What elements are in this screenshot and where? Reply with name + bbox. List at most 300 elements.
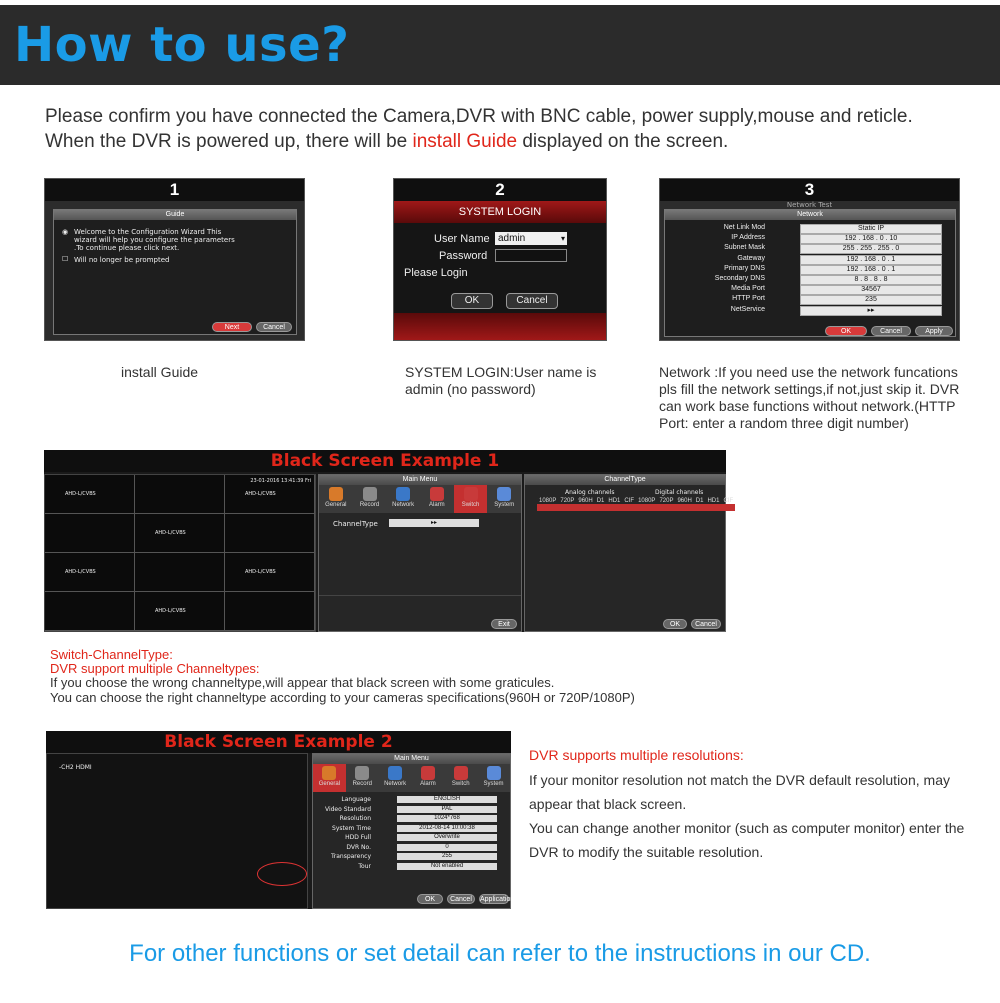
channeltype-cell (657, 546, 675, 553)
channeltype-cell (537, 553, 558, 560)
camera-cell[interactable] (225, 553, 315, 592)
channeltype-cell (622, 574, 636, 581)
setting-value[interactable]: 1024*768 (397, 815, 497, 822)
application-button[interactable]: Application (480, 896, 515, 903)
checkbox-label: Will no longer be prompted (74, 256, 170, 264)
channeltype-cell (694, 511, 706, 518)
intro-line-2 (45, 131, 728, 153)
channeltype-cell (622, 546, 636, 553)
channeltype-cell (576, 532, 594, 539)
channeltype-cell (576, 567, 594, 574)
network-row-label: Media Port (731, 285, 765, 293)
alarm-icon (421, 766, 435, 780)
tab-system[interactable] (477, 764, 510, 792)
step-2-panel (393, 178, 607, 341)
channeltype-cell (694, 560, 706, 567)
channeltype-cell (721, 518, 735, 525)
channeltype-row[interactable] (537, 560, 735, 567)
channeltype-cell (636, 532, 657, 539)
channeltype-cell (705, 546, 721, 553)
switch-icon (464, 487, 478, 501)
tab-label: Record (359, 502, 380, 508)
network-icon (388, 766, 402, 780)
channeltype-cell (705, 504, 721, 511)
channeltype-header: CIF (723, 497, 734, 504)
user-name-select[interactable] (495, 232, 567, 245)
channeltype-table (537, 497, 735, 588)
channeltype-cell (657, 567, 675, 574)
channeltype-cell (595, 525, 607, 532)
network-row (670, 244, 940, 254)
network-row-label: Net Link Mod (723, 224, 765, 231)
divider (319, 595, 521, 596)
network-row-value[interactable]: 192 . 168 . 0 . 1 (800, 265, 942, 275)
channeltype-cell (675, 581, 693, 588)
tab-label: Switch (461, 502, 480, 508)
user-name-value: admin (498, 233, 526, 244)
login-title: SYSTEM LOGIN (394, 201, 606, 223)
system-icon (497, 487, 511, 501)
menu-title: Main Menu (313, 754, 510, 764)
channeltype-cell (705, 525, 721, 532)
channeltype-cell (606, 504, 622, 511)
switch-icon (454, 766, 468, 780)
setting-label: DVR No. (346, 843, 371, 851)
example-2-panel (46, 731, 515, 909)
channeltype-row[interactable] (537, 546, 735, 553)
tab-network[interactable] (379, 764, 412, 792)
tab-label: Alarm (420, 781, 436, 787)
channeltype-cell (537, 560, 558, 567)
channeltype-cell (705, 574, 721, 581)
channeltype-cell (657, 504, 675, 511)
channeltype-cell (537, 567, 558, 574)
channeltype-cell (636, 581, 657, 588)
channeltype-cell (576, 581, 594, 588)
channeltype-cell (606, 567, 622, 574)
channeltype-row[interactable] (537, 567, 735, 574)
login-footer-bar (394, 313, 606, 340)
channeltype-cell (694, 504, 706, 511)
tab-label: Network (392, 502, 415, 508)
channeltype-row[interactable] (537, 581, 735, 588)
channeltype-header: D1 (695, 497, 704, 504)
channeltype-cell (606, 532, 622, 539)
digital-channels-label: Digital channels (655, 489, 704, 496)
camera-cell-label: AHD-L/CVBS (155, 608, 186, 614)
channeltype-cell (675, 567, 693, 574)
channeltype-cell (558, 567, 576, 574)
user-name-label: User Name (434, 233, 490, 245)
network-row-value[interactable]: 34567 (800, 285, 942, 295)
channeltype-cell (721, 504, 735, 511)
channeltype-cell (657, 560, 675, 567)
channeltype-cell (694, 518, 706, 525)
step-3-caption: Network :If you need use the network funcations pls fill the network settings,if not,just skip it. DVR can work base functions without network.(HTTP Port: enter a random three digit number) (659, 364, 960, 431)
cancel-button[interactable]: Cancel (871, 326, 911, 336)
channeltype-cell (694, 546, 706, 553)
channeltype-cell (537, 525, 558, 532)
channeltype-cell (705, 567, 721, 574)
radio-icon: ◉ (62, 228, 69, 236)
dialog-title: Guide (54, 210, 296, 220)
camera-cell[interactable] (225, 475, 315, 514)
channeltype-cell (595, 539, 607, 546)
network-row-value[interactable]: 255 . 255 . 255 . 0 (800, 244, 942, 254)
channeltype-cell (595, 581, 607, 588)
cancel-button[interactable]: Cancel (256, 322, 292, 332)
next-button[interactable]: Next (212, 322, 252, 332)
channeltype-cell (675, 560, 693, 567)
channeltype-cell (636, 567, 657, 574)
channeltype-table-wrap (537, 497, 735, 588)
step-number: 3 (660, 179, 959, 201)
channeltype-cell (558, 511, 576, 518)
black-screen (46, 753, 308, 909)
channeltype-cell (595, 546, 607, 553)
highlight-circle (257, 862, 307, 886)
cancel-button[interactable]: Cancel (506, 293, 558, 309)
channeltype-cell (622, 553, 636, 560)
network-row-label: Primary DNS (724, 264, 765, 272)
footer-note: For other functions or set detail can refer to the instructions in our CD. (129, 940, 871, 967)
step-number: 1 (45, 179, 304, 201)
tab-system[interactable] (487, 485, 521, 513)
channeltype-cell (694, 553, 706, 560)
channeltype-cell (576, 511, 594, 518)
channeltype-cell (606, 518, 622, 525)
intro-line-1: Please confirm you have connected the Camera,DVR with BNC cable, power supply,mouse and reticle. (45, 106, 913, 127)
channeltype-cell (675, 504, 693, 511)
channeltype-cell (721, 567, 735, 574)
network-row (670, 285, 940, 295)
channeltype-cell (636, 546, 657, 553)
channeltype-cell (705, 518, 721, 525)
channeltype-row[interactable] (537, 511, 735, 518)
channeltype-cell (657, 518, 675, 525)
channeltype-cell (657, 581, 675, 588)
setting-value[interactable]: ENGLISH (397, 796, 497, 803)
channeltype-header: 960H (578, 497, 593, 504)
menu-tabs (319, 485, 521, 513)
channeltype-cell (622, 539, 636, 546)
channeltype-cell (705, 581, 721, 588)
tab-switch[interactable] (454, 485, 488, 513)
general-icon (322, 766, 336, 780)
channeltype-cell (576, 560, 594, 567)
network-dialog (664, 209, 956, 337)
general-icon (329, 487, 343, 501)
channeltype-cell (636, 504, 657, 511)
channeltype-header-row (537, 497, 735, 504)
tab-record[interactable] (346, 764, 379, 792)
setting-label: HDD Full (345, 834, 371, 841)
channeltype-header: D1 (596, 497, 605, 504)
setting-value[interactable]: 0 (397, 844, 497, 851)
channeltype-cell (694, 532, 706, 539)
channeltype-select[interactable]: ▸▸ (389, 519, 479, 527)
step-3-panel (659, 178, 960, 341)
channeltype-row[interactable] (537, 504, 735, 511)
camera-cell[interactable] (45, 592, 135, 631)
network-row-value[interactable]: ▸▸ (800, 306, 942, 316)
channeltype-cell (721, 581, 735, 588)
channeltype-cell (595, 504, 607, 511)
channeltype-cell (537, 518, 558, 525)
channeltype-row[interactable] (537, 525, 735, 532)
channeltype-cell (595, 553, 607, 560)
network-row (670, 255, 940, 265)
channeltype-cell (694, 581, 706, 588)
channeltype-header: 1080P (539, 497, 557, 504)
tab-general[interactable] (319, 485, 353, 513)
step-1-panel (44, 178, 305, 341)
main-menu-window (312, 753, 515, 909)
channeltype-header: 720P (659, 497, 674, 504)
channeltype-cell (675, 532, 693, 539)
network-row-label: NetService (730, 305, 765, 313)
camera-cell-label: AHD-L/CVBS (245, 491, 276, 497)
channeltype-cell (595, 574, 607, 581)
channeltype-cell (622, 518, 636, 525)
setting-value[interactable]: Not enabled (397, 863, 497, 870)
camera-cell-label: AHD-L/CVBS (65, 491, 96, 497)
camera-cell-label: AHD-L/CVBS (245, 569, 276, 575)
channeltype-cell (636, 539, 657, 546)
channeltype-cell (595, 518, 607, 525)
tab-label: General (318, 781, 341, 787)
network-row-label: HTTP Port (732, 295, 765, 303)
record-icon (363, 487, 377, 501)
camera-cell[interactable] (45, 475, 135, 514)
please-login-text: Please Login (404, 267, 468, 279)
welcome-text: Welcome to the Configuration Wizard This wizard will help you configure the parameters .To continue please click next. (74, 228, 235, 252)
channeltype-cell (558, 504, 576, 511)
tab-label: System (494, 502, 515, 508)
camera-cell[interactable] (135, 514, 225, 553)
channeltype-cell (721, 574, 735, 581)
network-row (670, 234, 940, 244)
setting-value[interactable]: 255 (397, 853, 497, 860)
channeltype-cell (622, 525, 636, 532)
channeltype-label: ChannelType (333, 520, 378, 528)
cancel-button[interactable]: Cancel (691, 619, 721, 629)
camera-cell[interactable] (45, 514, 135, 553)
screen-label: -CH2 HDMI (59, 764, 92, 771)
camera-cell[interactable] (135, 475, 225, 514)
channeltype-cell (636, 511, 657, 518)
channeltype-cell (606, 560, 622, 567)
tab-label: Switch (451, 781, 470, 787)
setting-label: Tour (358, 862, 371, 870)
network-row-value[interactable]: Static IP (800, 224, 942, 234)
channeltype-cell (636, 525, 657, 532)
channeltype-cell (558, 581, 576, 588)
network-row-value[interactable]: 192 . 168 . 0 . 10 (800, 234, 942, 244)
tab-label: System (483, 781, 504, 787)
channeltype-cell (576, 525, 594, 532)
ok-button[interactable]: OK (825, 326, 867, 336)
channeltype-cell (576, 539, 594, 546)
channeltype-cell (606, 511, 622, 518)
channeltype-cell (606, 525, 622, 532)
channeltype-cell (606, 546, 622, 553)
channeltype-cell (622, 567, 636, 574)
channeltype-header: 1080P (638, 497, 656, 504)
network-row (670, 275, 940, 285)
network-row-value[interactable]: 8 . 8 . 8 . 8 (800, 275, 942, 285)
channeltype-cell (657, 511, 675, 518)
setting-label: System Time (332, 824, 371, 832)
channeltype-cell (721, 546, 735, 553)
dialog-title: Network (665, 210, 955, 220)
channeltype-cell (558, 553, 576, 560)
example-1-red-2: DVR support multiple Channeltypes: (50, 661, 260, 676)
cancel-button[interactable]: Cancel (447, 894, 475, 904)
channeltype-cell (606, 539, 622, 546)
channeltype-cell (537, 546, 558, 553)
channeltype-cell (721, 553, 735, 560)
channeltype-cell (606, 581, 622, 588)
example-2-title: DVR supports multiple resolutions: (529, 747, 744, 763)
channeltype-row[interactable] (537, 553, 735, 560)
tab-alarm[interactable] (420, 485, 454, 513)
channeltype-cell (657, 553, 675, 560)
channeltype-cell (558, 560, 576, 567)
channeltype-cell (675, 553, 693, 560)
apply-button[interactable]: Apply (915, 326, 953, 336)
channeltype-cell (595, 567, 607, 574)
channeltype-cell (721, 539, 735, 546)
channeltype-window (524, 474, 734, 632)
login-body (394, 223, 606, 313)
channeltype-cell (558, 532, 576, 539)
channeltype-cell (705, 532, 721, 539)
channeltype-cell (675, 546, 693, 553)
setting-value[interactable]: PAL (397, 806, 497, 813)
channeltype-cell (537, 581, 558, 588)
channeltype-cell (721, 560, 735, 567)
channeltype-cell (694, 574, 706, 581)
channeltype-header: 960H (677, 497, 692, 504)
analog-channels-label: Analog channels (565, 489, 615, 496)
channeltype-cell (622, 581, 636, 588)
exit-button[interactable]: Exit (491, 619, 517, 629)
tab-alarm[interactable] (411, 764, 444, 792)
channeltype-cell (576, 574, 594, 581)
tab-switch[interactable] (444, 764, 477, 792)
channeltype-cell (636, 574, 657, 581)
example-2-text-2: You can change another monitor (such as computer monitor) enter the DVR to modify the suitable resolution. (529, 820, 965, 860)
channeltype-cell (622, 532, 636, 539)
channeltype-cell (675, 574, 693, 581)
channeltype-cell (622, 560, 636, 567)
channeltype-header: HD1 (707, 497, 720, 504)
channeltype-row[interactable] (537, 518, 735, 525)
setting-value[interactable]: Overwrite (397, 834, 497, 841)
channeltype-cell (595, 511, 607, 518)
channeltype-cell (558, 539, 576, 546)
ok-button[interactable]: OK (663, 619, 687, 629)
tab-record[interactable] (353, 485, 387, 513)
tab-network[interactable] (386, 485, 420, 513)
camera-cell[interactable] (225, 514, 315, 553)
channeltype-cell (657, 574, 675, 581)
main-menu-window (318, 474, 522, 632)
ok-button[interactable]: OK (417, 894, 443, 904)
channeltype-cell (721, 525, 735, 532)
header-bar (0, 5, 1000, 85)
channeltype-cell (576, 553, 594, 560)
camera-cell[interactable] (135, 553, 225, 592)
tab-label: General (325, 502, 347, 508)
camera-cell-label: AHD-L/CVBS (155, 530, 186, 536)
checkbox-icon[interactable]: ☐ (62, 255, 69, 263)
channeltype-cell (595, 560, 607, 567)
channeltype-cell (622, 504, 636, 511)
tab-label: Record (352, 781, 372, 787)
password-input[interactable] (495, 249, 567, 262)
alarm-icon (430, 487, 444, 501)
channeltype-cell (558, 574, 576, 581)
channeltype-cell (657, 539, 675, 546)
channeltype-cell (537, 504, 558, 511)
example-2-text-1: If your monitor resolution not match the DVR default resolution, may appear that black screen. (529, 772, 950, 812)
setting-label: Transparency (330, 853, 371, 860)
channeltype-row[interactable] (537, 539, 735, 546)
network-row-label: Secondary DNS (714, 275, 765, 282)
network-row-value[interactable]: 192 . 168 . 0 . 1 (800, 255, 942, 265)
example-1-text-1: If you choose the wrong channeltype,will appear that black screen with some graticules. (50, 675, 555, 690)
channeltype-cell (705, 511, 721, 518)
channeltype-row[interactable] (537, 574, 735, 581)
network-row-label: Gateway (737, 254, 765, 262)
channeltype-cell (636, 553, 657, 560)
channeltype-cell (537, 539, 558, 546)
network-row (670, 306, 940, 316)
channeltype-cell (694, 567, 706, 574)
network-icon (396, 487, 410, 501)
menu-title: Main Menu (319, 475, 521, 485)
tab-general[interactable] (313, 764, 346, 792)
channeltype-cell (721, 532, 735, 539)
channeltype-cell (721, 511, 735, 518)
channeltype-cell (622, 511, 636, 518)
channeltype-header: CIF (624, 497, 635, 504)
network-row-value[interactable]: 235 (800, 295, 942, 305)
setting-value[interactable]: 2012-08-14 10:00:38 (397, 825, 497, 832)
window-title: Network Test (786, 201, 833, 209)
channeltype-cell (675, 539, 693, 546)
channeltype-cell (576, 504, 594, 511)
timestamp: 23-01-2016 13:41:39 Fri (250, 478, 311, 484)
ok-button[interactable]: OK (451, 293, 493, 309)
camera-cell[interactable] (45, 553, 135, 592)
chevron-down-icon: ▾ (560, 234, 565, 243)
channeltype-cell (576, 518, 594, 525)
channeltype-cell (537, 511, 558, 518)
example-2-banner: Black Screen Example 2 (46, 731, 511, 753)
example-1-panel (44, 450, 734, 632)
example-1-banner: Black Screen Example 1 (44, 450, 726, 472)
password-label: Password (439, 250, 488, 262)
tab-label: Network (384, 781, 407, 787)
camera-cell[interactable] (135, 592, 225, 631)
setting-label: Resolution (339, 815, 371, 822)
channeltype-cell (606, 553, 622, 560)
channeltype-row[interactable] (537, 532, 735, 539)
camera-cell[interactable] (225, 592, 315, 631)
